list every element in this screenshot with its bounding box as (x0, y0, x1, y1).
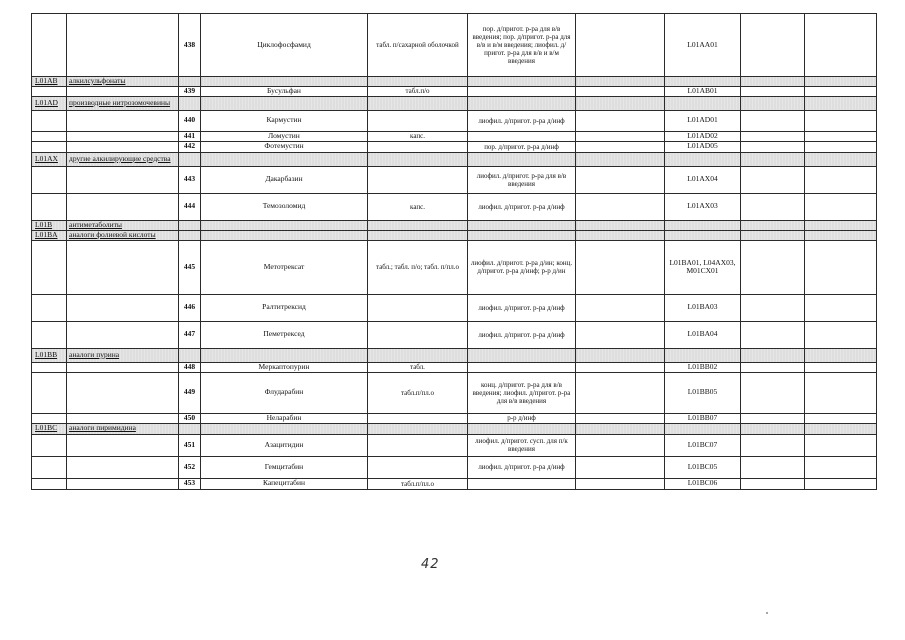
empty-cell (576, 77, 665, 87)
empty-cell (32, 193, 67, 220)
empty-cell (576, 14, 665, 77)
empty-cell (576, 478, 665, 489)
oral-form: табл.; табл. п/о; табл. п/пл.о (368, 240, 468, 294)
atc-code: L01AD05 (665, 141, 741, 152)
row-number: 439 (179, 86, 201, 96)
empty-cell (32, 456, 67, 478)
drug-row (32, 166, 877, 193)
empty-cell (576, 434, 665, 456)
group-name: аналоги фолиевой кислоты (67, 230, 179, 240)
empty-cell (368, 230, 468, 240)
empty-cell (179, 77, 201, 87)
empty-cell (805, 141, 877, 152)
empty-cell (805, 131, 877, 141)
injection-form: лиофил. д/пригот. р-ра д/инф (468, 294, 576, 321)
empty-cell (32, 372, 67, 413)
drug-name: Ралтитрексид (201, 294, 368, 321)
empty-cell (576, 230, 665, 240)
group-code: L01BB (32, 348, 67, 362)
oral-form: капс. (368, 193, 468, 220)
empty-cell (741, 166, 805, 193)
empty-cell (665, 77, 741, 87)
group-name: алкилсульфонаты (67, 77, 179, 87)
empty-cell (67, 456, 179, 478)
empty-cell (576, 141, 665, 152)
drug-name: Меркаптопурин (201, 362, 368, 372)
empty-cell (805, 230, 877, 240)
injection-form (468, 86, 576, 96)
empty-cell (741, 362, 805, 372)
oral-form (368, 456, 468, 478)
drug-row (32, 362, 877, 372)
row-number: 447 (179, 321, 201, 348)
drug-row (32, 456, 877, 478)
empty-cell (805, 294, 877, 321)
drug-name: Пеметрексед (201, 321, 368, 348)
empty-cell (179, 230, 201, 240)
empty-cell (67, 110, 179, 131)
group-name: производные нитрозомочевины (67, 96, 179, 110)
drug-name: Ломустин (201, 131, 368, 141)
empty-cell (67, 166, 179, 193)
oral-form (368, 141, 468, 152)
injection-form: лиофил. д/пригот. сусп. для п/к введения (468, 434, 576, 456)
empty-cell (32, 14, 67, 77)
empty-cell (805, 423, 877, 434)
empty-cell (201, 77, 368, 87)
group-code: L01AB (32, 77, 67, 87)
empty-cell (741, 423, 805, 434)
empty-cell (201, 423, 368, 434)
empty-cell (32, 434, 67, 456)
drug-row (32, 141, 877, 152)
injection-form: конц. д/пригот. р-ра для в/в введения; лиофил. д/пригот. р-ра для в/в введения (468, 372, 576, 413)
empty-cell (576, 362, 665, 372)
empty-cell (201, 348, 368, 362)
atc-code: L01AX03 (665, 193, 741, 220)
atc-code: L01BB02 (665, 362, 741, 372)
group-code: L01AX (32, 152, 67, 166)
row-number: 444 (179, 193, 201, 220)
oral-form: табл.п/о (368, 86, 468, 96)
injection-form: р-р д/инф (468, 413, 576, 423)
table-body (32, 14, 877, 490)
injection-form: лиофил. д/пригот. р-ра д/инф (468, 321, 576, 348)
empty-cell (805, 152, 877, 166)
empty-cell (67, 240, 179, 294)
empty-cell (67, 131, 179, 141)
empty-cell (576, 456, 665, 478)
atc-code: L01AD01 (665, 110, 741, 131)
drug-row (32, 321, 877, 348)
empty-cell (67, 434, 179, 456)
group-row (32, 96, 877, 110)
group-code: L01AD (32, 96, 67, 110)
group-name: аналоги пиримидина (67, 423, 179, 434)
empty-cell (576, 152, 665, 166)
group-row (32, 77, 877, 87)
drug-row (32, 14, 877, 77)
group-row (32, 230, 877, 240)
empty-cell (32, 110, 67, 131)
empty-cell (32, 294, 67, 321)
empty-cell (741, 348, 805, 362)
oral-form (368, 434, 468, 456)
empty-cell (576, 220, 665, 230)
empty-cell (741, 294, 805, 321)
empty-cell (67, 294, 179, 321)
row-number: 451 (179, 434, 201, 456)
empty-cell (805, 220, 877, 230)
empty-cell (741, 321, 805, 348)
oral-form: табл. (368, 362, 468, 372)
empty-cell (805, 110, 877, 131)
empty-cell (32, 166, 67, 193)
empty-cell (741, 220, 805, 230)
drug-row (32, 478, 877, 489)
drug-name: Дакарбазин (201, 166, 368, 193)
group-name: антиметаболиты (67, 220, 179, 230)
empty-cell (576, 372, 665, 413)
atc-code: L01BA03 (665, 294, 741, 321)
drug-row (32, 86, 877, 96)
atc-code: L01BB07 (665, 413, 741, 423)
drug-name: Флударабин (201, 372, 368, 413)
row-number: 450 (179, 413, 201, 423)
empty-cell (665, 96, 741, 110)
empty-cell (32, 362, 67, 372)
atc-code: L01BB05 (665, 372, 741, 413)
row-number: 443 (179, 166, 201, 193)
drug-name: Метотрексат (201, 240, 368, 294)
empty-cell (805, 77, 877, 87)
empty-cell (32, 131, 67, 141)
empty-cell (741, 478, 805, 489)
empty-cell (201, 152, 368, 166)
drug-row (32, 294, 877, 321)
scan-speck (766, 612, 768, 614)
group-row (32, 423, 877, 434)
empty-cell (368, 77, 468, 87)
oral-form (368, 413, 468, 423)
injection-form (468, 478, 576, 489)
empty-cell (368, 220, 468, 230)
atc-code: L01BC07 (665, 434, 741, 456)
empty-cell (32, 240, 67, 294)
injection-form (468, 131, 576, 141)
injection-form: лиофил. д/пригот. р-ра д/инф (468, 456, 576, 478)
oral-form (368, 110, 468, 131)
empty-cell (67, 372, 179, 413)
empty-cell (67, 321, 179, 348)
atc-code: L01BA04 (665, 321, 741, 348)
empty-cell (67, 362, 179, 372)
empty-cell (32, 141, 67, 152)
group-row (32, 152, 877, 166)
drug-row (32, 110, 877, 131)
injection-form: пор. д/пригот. р-ра д/инф (468, 141, 576, 152)
empty-cell (576, 348, 665, 362)
drug-row (32, 193, 877, 220)
row-number: 449 (179, 372, 201, 413)
row-number: 453 (179, 478, 201, 489)
oral-form (368, 321, 468, 348)
injection-form: лиофил. д/пригот. р-ра д/инф (468, 110, 576, 131)
empty-cell (32, 321, 67, 348)
empty-cell (741, 141, 805, 152)
empty-cell (741, 14, 805, 77)
row-number: 448 (179, 362, 201, 372)
empty-cell (468, 152, 576, 166)
empty-cell (805, 86, 877, 96)
drug-name: Темозоломид (201, 193, 368, 220)
row-number: 452 (179, 456, 201, 478)
row-number: 441 (179, 131, 201, 141)
row-number: 445 (179, 240, 201, 294)
empty-cell (468, 423, 576, 434)
empty-cell (576, 193, 665, 220)
empty-cell (665, 230, 741, 240)
empty-cell (576, 240, 665, 294)
atc-code: L01AA01 (665, 14, 741, 77)
drug-name: Неларабин (201, 413, 368, 423)
drug-name: Фотемустин (201, 141, 368, 152)
injection-form: лиофил. д/пригот. р-ра д/инф (468, 193, 576, 220)
oral-form: табл.п/пл.о (368, 478, 468, 489)
empty-cell (805, 14, 877, 77)
empty-cell (665, 348, 741, 362)
empty-cell (201, 220, 368, 230)
empty-cell (805, 372, 877, 413)
empty-cell (741, 230, 805, 240)
drug-name: Азацитидин (201, 434, 368, 456)
empty-cell (67, 14, 179, 77)
empty-cell (741, 77, 805, 87)
page-number: 42 (421, 557, 440, 572)
empty-cell (179, 348, 201, 362)
atc-code: L01BA01, L04AX03, M01CX01 (665, 240, 741, 294)
empty-cell (179, 220, 201, 230)
empty-cell (741, 96, 805, 110)
empty-cell (468, 220, 576, 230)
empty-cell (179, 423, 201, 434)
group-code: L01BC (32, 423, 67, 434)
empty-cell (468, 96, 576, 110)
empty-cell (468, 230, 576, 240)
group-name: аналоги пурина (67, 348, 179, 362)
empty-cell (741, 372, 805, 413)
empty-cell (665, 220, 741, 230)
injection-form (468, 362, 576, 372)
atc-code: L01AB01 (665, 86, 741, 96)
empty-cell (32, 86, 67, 96)
empty-cell (741, 413, 805, 423)
oral-form (368, 166, 468, 193)
drug-row (32, 131, 877, 141)
empty-cell (741, 152, 805, 166)
oral-form: табл. п/сахарной оболочкой (368, 14, 468, 77)
group-row (32, 348, 877, 362)
empty-cell (805, 413, 877, 423)
empty-cell (368, 423, 468, 434)
empty-cell (67, 413, 179, 423)
atc-code: L01BC05 (665, 456, 741, 478)
drug-name: Циклофосфамид (201, 14, 368, 77)
drug-row (32, 434, 877, 456)
atc-code: L01AD02 (665, 131, 741, 141)
empty-cell (32, 478, 67, 489)
drug-name: Капецитабин (201, 478, 368, 489)
group-name: другие алкилирующие средства (67, 152, 179, 166)
empty-cell (576, 131, 665, 141)
injection-form: лиофил. д/пригот. р-ра для в/в введения (468, 166, 576, 193)
empty-cell (741, 434, 805, 456)
empty-cell (741, 193, 805, 220)
empty-cell (179, 152, 201, 166)
row-number: 446 (179, 294, 201, 321)
empty-cell (805, 240, 877, 294)
empty-cell (576, 86, 665, 96)
group-row (32, 220, 877, 230)
empty-cell (201, 230, 368, 240)
row-number: 440 (179, 110, 201, 131)
empty-cell (576, 110, 665, 131)
oral-form: капс. (368, 131, 468, 141)
empty-cell (576, 96, 665, 110)
group-code: L01BA (32, 230, 67, 240)
empty-cell (741, 240, 805, 294)
empty-cell (741, 131, 805, 141)
oral-form: табл.п/пл.о (368, 372, 468, 413)
drug-row (32, 372, 877, 413)
drug-row (32, 240, 877, 294)
empty-cell (368, 152, 468, 166)
empty-cell (179, 96, 201, 110)
empty-cell (741, 110, 805, 131)
drug-name: Гемцитабин (201, 456, 368, 478)
empty-cell (741, 86, 805, 96)
drug-name: Бусульфан (201, 86, 368, 96)
empty-cell (468, 348, 576, 362)
injection-form: пор. д/пригот. р-ра для в/в введения; пор. д/пригот. р-ра для в/в и в/м введения; лиофил. д/пригот. р-ра для в/в и в/м введения (468, 14, 576, 77)
drug-name: Кармустин (201, 110, 368, 131)
empty-cell (805, 478, 877, 489)
empty-cell (805, 434, 877, 456)
empty-cell (805, 321, 877, 348)
empty-cell (805, 456, 877, 478)
empty-cell (67, 141, 179, 152)
empty-cell (665, 423, 741, 434)
row-number: 442 (179, 141, 201, 152)
empty-cell (32, 413, 67, 423)
empty-cell (67, 193, 179, 220)
empty-cell (805, 362, 877, 372)
atc-code: L01AX04 (665, 166, 741, 193)
oral-form (368, 294, 468, 321)
empty-cell (201, 96, 368, 110)
empty-cell (576, 166, 665, 193)
empty-cell (805, 193, 877, 220)
empty-cell (805, 348, 877, 362)
empty-cell (805, 166, 877, 193)
empty-cell (665, 152, 741, 166)
empty-cell (805, 96, 877, 110)
empty-cell (67, 86, 179, 96)
empty-cell (67, 478, 179, 489)
injection-form: лиофил. д/пригот. р-ра д/ин; конц. д/пригот. р-ра д/инф; р-р д/ин (468, 240, 576, 294)
empty-cell (576, 321, 665, 348)
atc-code: L01BC06 (665, 478, 741, 489)
drug-row (32, 413, 877, 423)
row-number: 438 (179, 14, 201, 77)
empty-cell (576, 294, 665, 321)
empty-cell (741, 456, 805, 478)
group-code: L01B (32, 220, 67, 230)
empty-cell (576, 413, 665, 423)
empty-cell (576, 423, 665, 434)
empty-cell (368, 348, 468, 362)
empty-cell (468, 77, 576, 87)
empty-cell (368, 96, 468, 110)
drug-list-table (31, 13, 877, 490)
